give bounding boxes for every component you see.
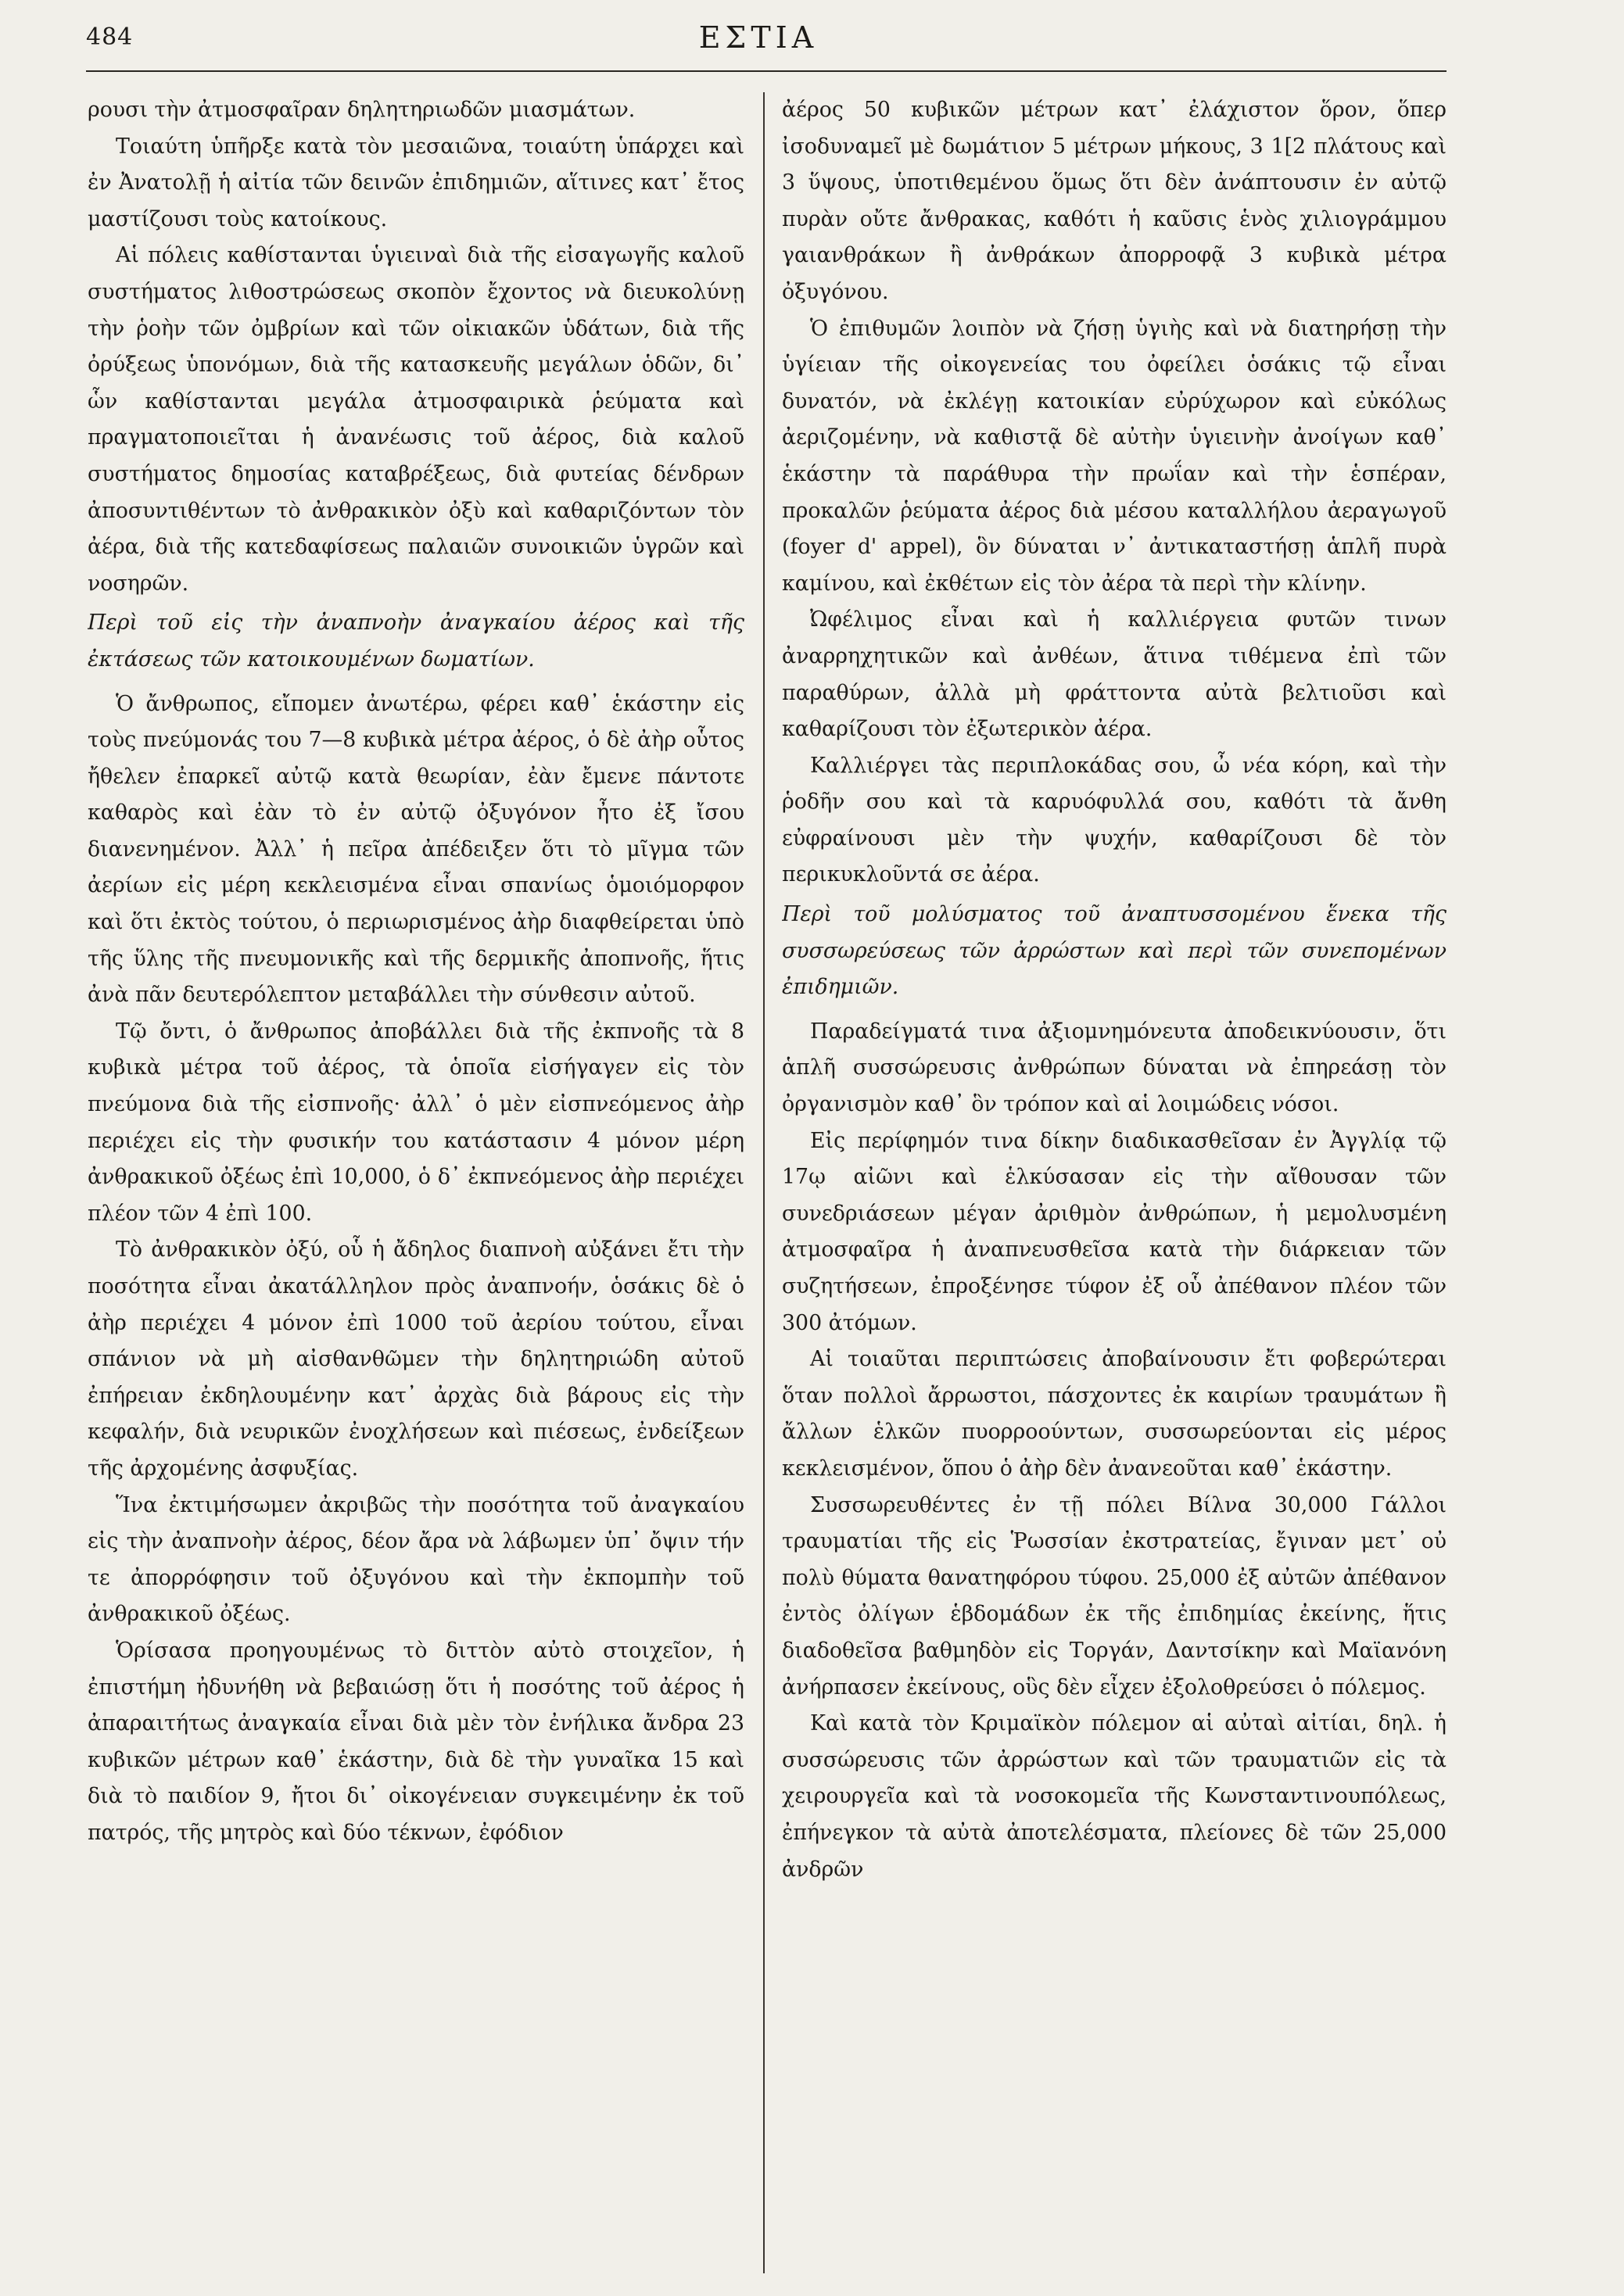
column-divider <box>763 92 765 2273</box>
paragraph: Τῷ ὄντι, ὁ ἄνθρωπος ἀποβάλλει διὰ τῆς ἐκπνοῆς τὰ 8 κυβικὰ μέτρα τοῦ ἀέρος, τὰ ὁποῖα εἰσήγαγεν εἰς τὸν πνεύμονα διὰ τῆς εἰσπνοῆς· ἀλλ᾽ ὁ μὲν εἰσπνεόμενος ἀὴρ περιέχει εἰς τὴν φυσικήν του κατάστασιν 4 μόνον μέρη ἀνθρακικοῦ ὀξέως ἐπὶ 10,000, ὁ δ᾽ ἐκπνεόμενος ἀὴρ περιέχει πλέον τῶν 4 ἐπὶ 100. <box>88 1019 744 1226</box>
section-heading: Περὶ τοῦ εἰς τὴν ἀναπνοὴν ἀναγκαίου ἀέρος καὶ τῆς ἐκτάσεως τῶν κατοικουμένων δωματίων. <box>88 611 744 672</box>
paragraph: Ἵνα ἐκτιμήσωμεν ἀκριβῶς τὴν ποσότητα τοῦ ἀναγκαίου εἰς τὴν ἀναπνοὴν ἀέρος, δέον ἄρα νὰ λάβωμεν ὑπ᾽ ὄψιν τήν τε ἀπορρόφησιν τοῦ ὀξυγόνου καὶ τὴν ἐκπομπὴν τοῦ ἀνθρακικοῦ ὀξέως. <box>88 1492 744 1627</box>
paragraph: Ὁ ἄνθρωπος, εἴπομεν ἀνωτέρω, φέρει καθ᾽ ἑκάστην εἰς τοὺς πνεύμονάς του 7—8 κυβικὰ μέτρα ἀέρος, ὁ δὲ ἀὴρ οὗτος ἤθελεν ἐπαρκεῖ αὐτῷ κατὰ θεωρίαν, ἐὰν ἔμενε πάντοτε καθαρὸς καὶ ἐὰν τὸ ἐν αὐτῷ ὀξυγόνον ἦτο ἐξ ἴσου διανενημένον. Ἀλλ᾽ ἡ πεῖρα ἀπέδειξεν ὅτι τὸ μῖγμα τῶν ἀερίων εἰς μέρη κεκλεισμένα εἶναι σπανίως ὁμοιόμορφον καὶ ὅτι ἐκτὸς τούτου, ὁ περιωρισμένος ἀὴρ διαφθείρεται ὑπὸ τῆς ὕλης τῆς πνευμονικῆς καὶ τῆς δερμικῆς ἀποπνοῆς, ἥτις ἀνὰ πᾶν δευτερόλεπτον μεταβάλλει τὴν σύνθεσιν αὐτοῦ. <box>88 691 744 1008</box>
paragraph: Καὶ κατὰ τὸν Κριμαϊκὸν πόλεμον αἱ αὐταὶ αἰτίαι, δηλ. ἡ συσσώρευσις τῶν ἀρρώστων καὶ τῶν τραυματιῶν εἰς τὰ χειρουργεῖα καὶ τὰ νοσοκομεῖα τῆς Κωνσταντινουπόλεως, ἐπήνεγκον τὰ αὐτὰ ἀποτελέσματα, πλείονες δὲ τῶν 25,000 ἀνδρῶν <box>782 1711 1447 1882</box>
paragraph: Τοιαύτη ὑπῆρξε κατὰ τὸν μεσαιῶνα, τοιαύτη ὑπάρχει καὶ ἐν Ἀνατολῇ ἡ αἰτία τῶν δεινῶν ἐπιδημιῶν, αἵτινες κατ᾽ ἔτος μαστίζουσι τοὺς κατοίκους. <box>88 134 744 231</box>
paragraph: ἀέρος 50 κυβικῶν μέτρων κατ᾽ ἐλάχιστον ὅρον, ὅπερ ἰσοδυναμεῖ μὲ δωμάτιον 5 μέτρων μήκους, 3 1[2 πλάτους καὶ 3 ὕψους, ὑποτιθεμένου ὅμως ὅτι δὲν ἀνάπτουσιν ἐν αὐτῷ πυρὰν οὔτε ἄνθρακας, καθότι ἡ καῦσις ἑνὸς χιλιογράμμου γαιανθράκων ἢ ἀνθράκων ἀπορροφᾷ 3 κυβικὰ μέτρα ὀξυγόνου. <box>782 98 1447 304</box>
paragraph: Παραδείγματά τινα ἀξιομνημόνευτα ἀποδεικνύουσιν, ὅτι ἁπλῆ συσσώρευσις ἀνθρώπων δύναται νὰ ἐπηρεάσῃ τὸν ὀργανισμὸν καθ᾽ ὃν τρόπον καὶ αἱ λοιμώδεις νόσοι. <box>782 1019 1447 1117</box>
section-heading: Περὶ τοῦ μολύσματος τοῦ ἀναπτυσσομένου ἕνεκα τῆς συσσωρεύσεως τῶν ἀρρώστων καὶ περὶ τῶν συνεπομένων ἐπιδημιῶν. <box>782 902 1447 1000</box>
paragraph: Συσσωρευθέντες ἐν τῇ πόλει Βίλνα 30,000 Γάλλοι τραυματίαι τῆς εἰς Ῥωσσίαν ἐκστρατείας, ἔγιναν μετ᾽ οὐ πολὺ θύματα θανατηφόρου τύφου. 25,000 ἐξ αὐτῶν ἀπέθανον ἐντὸς ὀλίγων ἑβδομάδων ἐκ τῆς ἐπιδημίας ἐκείνης, ἥτις διαδοθεῖσα βαθμηδὸν εἰς Τοργάν, Δαντσίκην καὶ Μαϊανόνη ἀνήρπασεν ἐκείνους, οὓς δὲν εἶχεν ἐξολοθρεύσει ὁ πόλεμος. <box>782 1492 1447 1700</box>
paragraph: Ὁρίσασα προηγουμένως τὸ διττὸν αὐτὸ στοιχεῖον, ἡ ἐπιστήμη ἠδυνήθη νὰ βεβαιώσῃ ὅτι ἡ ποσότης τοῦ ἀέρος ἡ ἀπαραιτήτως ἀναγκαία εἶναι διὰ μὲν τὸν ἐνήλικα ἄνδρα 23 κυβικῶν μέτρων καθ᾽ ἑκάστην, διὰ δὲ τὴν γυναῖκα 15 καὶ διὰ τὸ παιδίον 9, ἤτοι δι᾽ οἰκογένειαν συγκειμένην ἐκ τοῦ πατρός, τῆς μητρὸς καὶ δύο τέκνων, ἐφόδιον <box>88 1638 744 1845</box>
paragraph: Καλλιέργει τὰς περιπλοκάδας σου, ὦ νέα κόρη, καὶ τὴν ῥοδῆν σου καὶ τὰ καρυόφυλλά σου, καθότι τὰ ἄνθη εὐφραίνουσι μὲν τὴν ψυχήν, καθαρίζουσι δὲ τὸν περικυκλοῦντά σε ἀέρα. <box>782 753 1447 887</box>
paragraph: Ὠφέλιμος εἶναι καὶ ἡ καλλιέργεια φυτῶν τινων ἀναρρηχητικῶν καὶ ἀνθέων, ἅτινα τιθέμενα ἐπὶ τῶν παραθύρων, ἀλλὰ μὴ φράττοντα αὐτὰ βελτιοῦσι καὶ καθαρίζουσι τὸν ἐξωτερικὸν ἀέρα. <box>782 607 1447 742</box>
paragraph: Τὸ ἀνθρακικὸν ὀξύ, οὗ ἡ ἄδηλος διαπνοὴ αὐξάνει ἔτι τὴν ποσότητα εἶναι ἀκατάλληλον πρὸς ἀναπνοήν, ὁσάκις δὲ ὁ ἀὴρ περιέχει 4 μόνον ἐπὶ 1000 τοῦ ἀερίου τούτου, εἶναι σπάνιον νὰ μὴ αἰσθανθῶμεν τὴν δηλητηριώδη αὐτοῦ ἐπήρειαν ἐκδηλουμένην κατ᾽ ἀρχὰς διὰ βάρους εἰς τὴν κεφαλήν, διὰ νευρικῶν ἐνοχλήσεων καὶ πιέσεως, ἐνδείξεων τῆς ἀρχομένης ἀσφυξίας. <box>88 1238 744 1481</box>
paragraph: Εἰς περίφημόν τινα δίκην διαδικασθεῖσαν ἐν Ἀγγλίᾳ τῷ 17ῳ αἰῶνι καὶ ἑλκύσασαν εἰς τὴν αἴθουσαν τῶν συνεδριάσεων μέγαν ἀριθμὸν ἀνθρώπων, ἡ μεμολυσμένη ἀτμοσφαῖρα ἡ ἀναπνευσθεῖσα κατὰ τὴν διάρκειαν τῶν συζητήσεων, ἐπροξένησε τύφον ἐξ οὗ ἀπέθανον πλέον τῶν 300 ἀτόμων. <box>782 1128 1447 1335</box>
paragraph: ρουσι τὴν ἀτμοσφαῖραν δηλητηριωδῶν μιασμάτων. <box>88 98 636 122</box>
paragraph: Αἱ τοιαῦται περιπτώσεις ἀποβαίνουσιν ἔτι φοβερώτεραι ὅταν πολλοὶ ἄρρωστοι, πάσχοντες ἐκ καιρίων τραυμάτων ἢ ἄλλων ἑλκῶν πυορροούντων, συσσωρεύονται εἰς μέρος κεκλεισμένον, ὅπου ὁ ἀὴρ δὲν ἀνανεοῦται καθ᾽ ἑκάστην. <box>782 1347 1447 1481</box>
page-header <box>86 16 1431 63</box>
left-column <box>88 92 744 2273</box>
journal-title: ΕΣΤΙΑ <box>698 20 819 55</box>
page-number: 484 <box>86 23 134 51</box>
right-column <box>782 92 1447 2273</box>
paragraph: Αἱ πόλεις καθίστανται ὑγιειναὶ διὰ τῆς εἰσαγωγῆς καλοῦ συστήματος λιθοστρώσεως σκοπὸν ἔχοντος νὰ διευκολύνῃ τὴν ῥοὴν τῶν ὀμβρίων καὶ τῶν οἰκιακῶν ὑδάτων, διὰ τῆς ὀρύξεως ὑπονόμων, διὰ τῆς κατασκευῆς μεγάλων ὁδῶν, δι᾽ ὧν καθίστανται μεγάλα ἀτμοσφαιρικὰ ῥεύματα καὶ πραγματοποιεῖται ἡ ἀνανέωσις τοῦ ἀέρος, διὰ καλοῦ συστήματος δημοσίας καταβρέξεως, διὰ φυτείας δένδρων ἀποσυντιθέντων τὸ ἀνθρακικὸν ὀξὺ καὶ καθαριζόντων τὸν ἀέρα, διὰ τῆς κατεδαφίσεως παλαιῶν συνοικιῶν ὑγρῶν καὶ νοσηρῶν. <box>88 243 744 596</box>
header-rule <box>86 70 1447 72</box>
paragraph: Ὁ ἐπιθυμῶν λοιπὸν νὰ ζήσῃ ὑγιὴς καὶ νὰ διατηρήσῃ τὴν ὑγίειαν τῆς οἰκογενείας του ὀφείλει ὁσάκις τῷ εἶναι δυνατόν, νὰ ἐκλέγῃ κατοικίαν εὐρύχωρον καὶ εὐκόλως ἀεριζομένην, νὰ καθιστᾷ δὲ αὐτὴν ὑγιεινὴν ἀνοίγων καθ᾽ ἑκάστην τὰ παράθυρα τὴν πρωΐαν καὶ τὴν ἑσπέραν, προκαλῶν ῥεύματα ἀέρος διὰ μέσου καταλλήλου ἀεραγωγοῦ (foyer d' appel), ὃν δύναται ν᾽ ἀντικαταστήσῃ ἁπλῆ πυρὰ καμίνου, καὶ ἐκθέτων εἰς τὸν ἀέρα τὰ περὶ τὴν κλίνην. <box>782 316 1447 596</box>
